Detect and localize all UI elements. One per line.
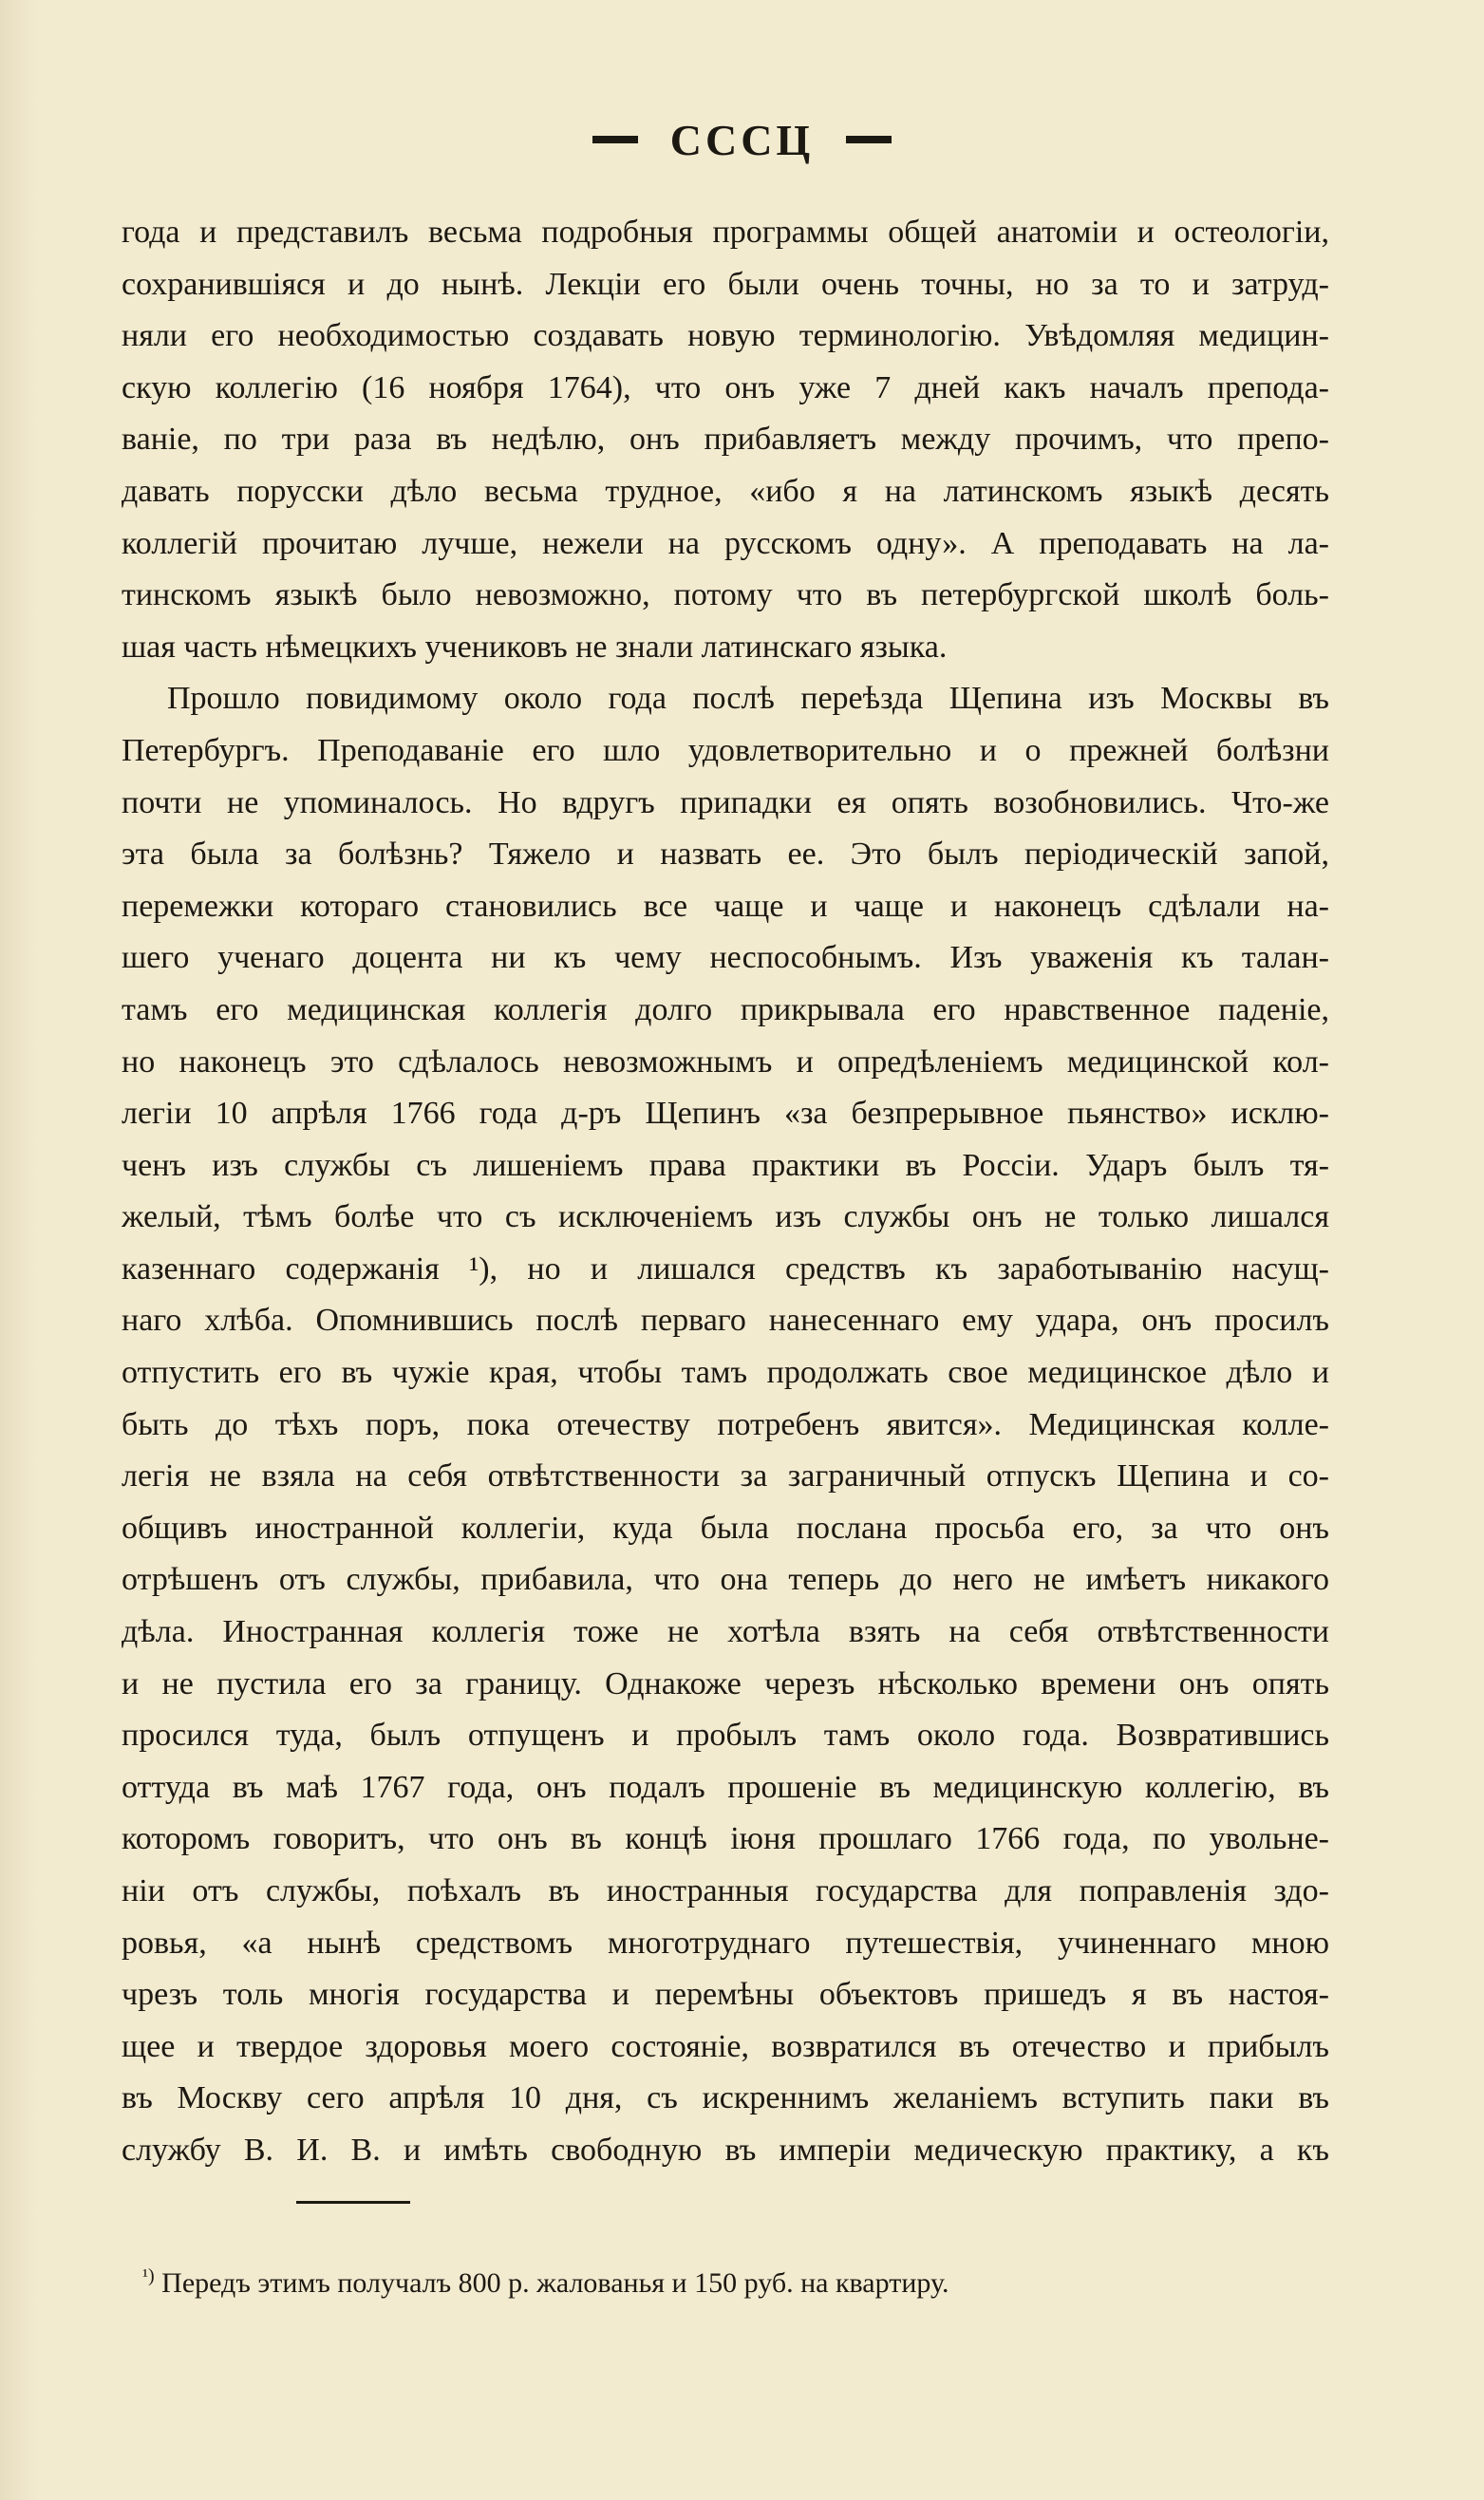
text-line: но наконецъ это сдѣлалось невозможнымъ и опредѣленіемъ медицинской кол- [122, 1043, 1329, 1080]
text-line: сохранившіяся и до нынѣ. Лекціи его были очень точны, но за то и затруд- [122, 266, 1329, 302]
text-line: тинскомъ языкѣ было невозможно, потому что въ петербургской школѣ боль- [122, 577, 1329, 613]
text-line: отрѣшенъ отъ службы, прибавила, что она теперь до него не имѣетъ никакого [122, 1562, 1329, 1598]
text-line: почти не упоминалось. Но вдругъ припадки ея опять возобновились. Что-же [122, 784, 1329, 820]
text-line: Петербургъ. Преподаваніе его шло удовлетворительно и о прежней болѣзни [122, 732, 1329, 768]
footnote-text: Передъ этимъ получалъ 800 р. жалованья и 150 руб. на квартиру. [161, 2267, 949, 2299]
text-line: ніи отъ службы, поѣхалъ въ иностранныя государства для поправленія здо- [122, 1873, 1329, 1908]
text-line: эта была за болѣзнь? Тяжело и назвать ее. Это былъ періодическій запой, [122, 836, 1329, 873]
text-line: оттуда въ маѣ 1767 года, онъ подалъ прошеніе въ медицинскую коллегію, въ [122, 1769, 1329, 1805]
text-line: и не пустила его за границу. Однакоже черезъ нѣсколько времени онъ опять [122, 1665, 1329, 1701]
text-line: няли его необходимостью создавать новую терминологію. Увѣдомляя медицин- [122, 318, 1329, 354]
text-line: легія не взяла на себя отвѣтственности за заграничный отпускъ Щепина и со- [122, 1458, 1329, 1494]
text-line: въ Москву сего апрѣля 10 дня, съ искреннимъ желаніемъ вступить паки въ [122, 2080, 1329, 2116]
text-line: ченъ изъ службы съ лишеніемъ права практики въ Россіи. Ударъ былъ тя- [122, 1147, 1329, 1183]
text-line: наго хлѣба. Опомнившись послѣ перваго нанесеннаго ему удара, онъ просилъ [122, 1303, 1329, 1339]
body-text [122, 207, 1329, 2177]
text-line: чрезъ толь многія государства и перемѣны объектовъ пришедъ я въ настоя- [122, 1977, 1329, 2013]
page-header [0, 106, 1484, 173]
footnote [142, 2255, 1282, 2304]
text-line: перемежки котораго становились все чаще и чаще и наконецъ сдѣлали на- [122, 888, 1329, 924]
text-line: коллегій прочитаю лучше, нежели на русскомъ одну». А преподавать на ла- [122, 525, 1329, 561]
text-line: шего ученаго доцента ни къ чему неспособнымъ. Изъ уваженія къ талан- [122, 940, 1329, 976]
text-line: легіи 10 апрѣля 1766 года д-ръ Щепинъ «за безпрерывное пьянство» исклю- [122, 1096, 1329, 1132]
footnote-marker: ¹) [142, 2265, 155, 2286]
text-line: общивъ иностранной коллегіи, куда была послана просьба его, за что онъ [122, 1510, 1329, 1546]
text-line: желый, тѣмъ болѣе что съ исключеніемъ изъ службы онъ не только лишался [122, 1199, 1329, 1235]
text-line: казеннаго содержанія ¹), но и лишался средствъ къ заработыванію насущ- [122, 1250, 1329, 1287]
text-line: щее и твердое здоровья моего состояніе, возвратился въ отечество и прибылъ [122, 2028, 1329, 2064]
header-dash-left [592, 136, 638, 143]
text-line: ровья, «а нынѣ средствомъ многотруднаго путешествія, учиненнаго мною [122, 1925, 1329, 1961]
header-dash-right [846, 136, 892, 143]
page-number: СССЦ [669, 115, 815, 164]
text-line: скую коллегію (16 ноября 1764), что онъ уже 7 дней какъ началъ препода- [122, 369, 1329, 405]
text-line: тамъ его медицинская коллегія долго прикрывала его нравственное паденіе, [122, 991, 1329, 1027]
text-line: ваніе, по три раза въ недѣлю, онъ прибавляетъ между прочимъ, что препо- [122, 422, 1329, 458]
text-line: службу В. И. В. и имѣть свободную въ имперіи медическую практику, а къ [122, 2132, 1329, 2168]
text-line: Прошло повидимому около года послѣ переѣзда Щепина изъ Москвы въ [167, 681, 1329, 717]
text-line: дѣла. Иностранная коллегія тоже не хотѣла взять на себя отвѣтственности [122, 1614, 1329, 1650]
text-line: быть до тѣхъ поръ, пока отечеству потребенъ явится». Медицинская колле- [122, 1406, 1329, 1442]
text-line: года и представилъ весьма подробныя программы общей анатоміи и остеологіи, [122, 215, 1329, 250]
footnote-separator [296, 2201, 410, 2204]
text-line: шая часть нѣмецкихъ учениковъ не знали латинскаго языка. [122, 629, 948, 665]
text-line: просился туда, былъ отпущенъ и пробылъ тамъ около года. Возвратившись [122, 1718, 1329, 1754]
text-line: которомъ говоритъ, что онъ въ концѣ іюня прошлаго 1766 года, по увольне- [122, 1821, 1329, 1857]
text-line: давать порусски дѣло весьма трудное, «ибо я на латинскомъ языкѣ десять [122, 473, 1329, 509]
text-line: отпустить его въ чужіе края, чтобы тамъ продолжать свое медицинское дѣло и [122, 1355, 1329, 1391]
